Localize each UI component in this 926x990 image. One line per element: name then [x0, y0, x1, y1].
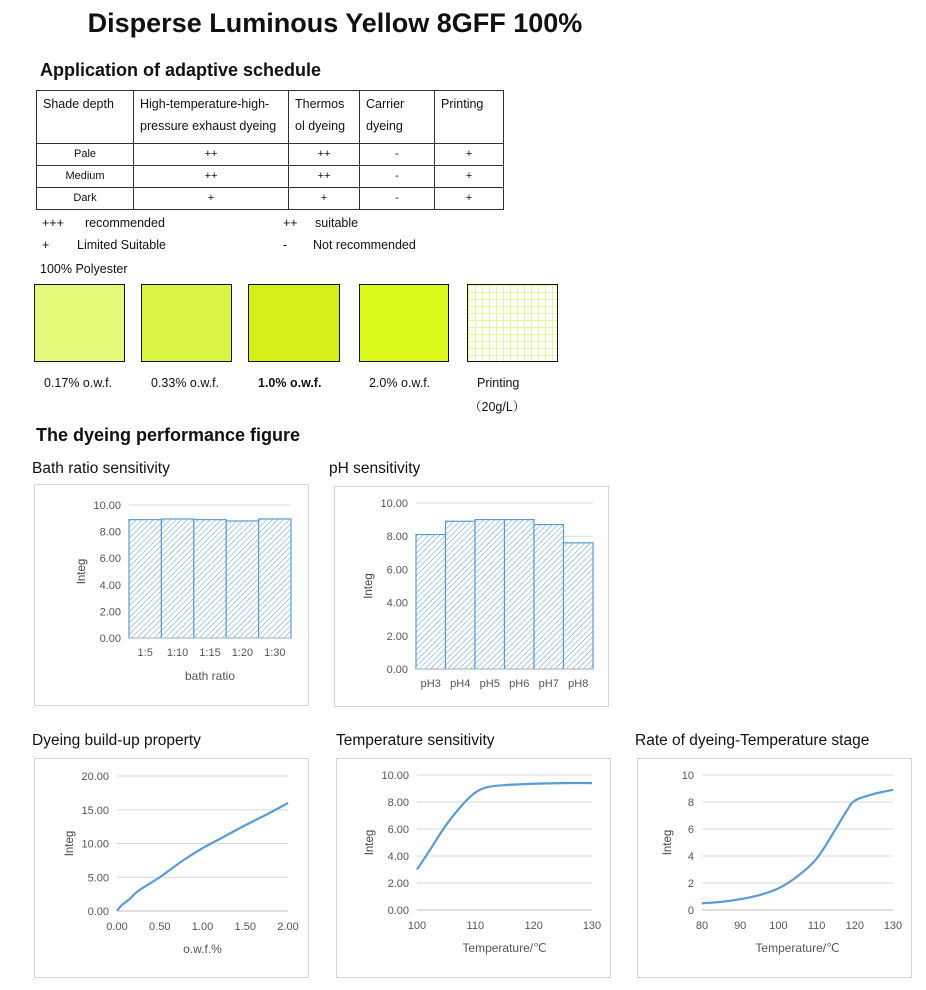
y-tick-label: 0.00 — [99, 633, 121, 645]
swatch-label: 1.0% o.w.f. — [258, 376, 322, 390]
y-tick-label: 0.00 — [386, 664, 408, 676]
performance-heading: The dyeing performance figure — [36, 425, 301, 445]
x-tick-label: pH5 — [479, 678, 500, 690]
header-cell: Carrier dyeing — [360, 91, 435, 144]
swatch-label: 2.0% o.w.f. — [369, 376, 431, 390]
table-row — [37, 188, 504, 210]
chart-title: Bath ratio sensitivity — [32, 460, 170, 477]
x-tick-label: 1:20 — [231, 647, 254, 659]
table-cell: ++ — [289, 144, 360, 166]
x-tick-label: 1.50 — [234, 921, 256, 933]
y-tick-label: 0.00 — [87, 906, 109, 918]
schedule-header-row — [37, 91, 504, 144]
y-tick-label: 15.00 — [81, 804, 109, 817]
y-tick-label: 6.00 — [387, 824, 409, 836]
x-tick-label: 1:10 — [166, 647, 189, 659]
y-tick-label: 20.00 — [81, 771, 109, 783]
x-tick-label: 0.50 — [149, 921, 171, 933]
header-cell: High-temperature-high- pressure exhaust dyeing — [134, 91, 289, 144]
table-cell: Pale — [37, 144, 134, 166]
chart-title: Dyeing build-up property — [32, 732, 201, 749]
color-swatch — [34, 284, 125, 362]
series-line — [417, 783, 592, 869]
legend-text: Not recommended — [313, 238, 416, 252]
x-tick-label: 80 — [695, 920, 709, 932]
bar — [505, 520, 535, 669]
table-cell: + — [289, 188, 360, 210]
x-axis-label: o.w.f.% — [183, 942, 222, 956]
x-tick-label: 110 — [466, 920, 485, 932]
chart-title: Temperature sensitivity — [336, 732, 495, 749]
bar — [259, 519, 291, 638]
legend-text: recommended — [85, 216, 165, 230]
x-tick-label: pH6 — [509, 678, 530, 690]
y-tick-label: 8 — [687, 797, 694, 809]
bar — [446, 521, 476, 669]
y-tick-label: 4.00 — [99, 579, 121, 592]
y-axis-label: Integ — [76, 558, 88, 585]
legend-text: Limited Suitable — [77, 238, 166, 252]
y-tick-label: 4.00 — [386, 597, 408, 610]
table-row — [37, 166, 504, 188]
x-tick-label: 1:5 — [137, 647, 153, 659]
printing-swatch — [467, 284, 558, 362]
swatch-label: 0.17% o.w.f. — [44, 376, 113, 390]
schedule-heading: Application of adaptive schedule — [40, 60, 322, 80]
x-axis-label: Temperature/℃ — [755, 941, 840, 955]
x-tick-label: pH4 — [450, 678, 471, 690]
y-axis-label: Integ — [363, 573, 375, 599]
y-axis-label: Integ — [364, 829, 376, 856]
x-tick-label: pH8 — [568, 678, 589, 690]
y-tick-label: 2.00 — [387, 878, 409, 890]
page-title: Disperse Luminous Yellow 8GFF 100% — [87, 8, 583, 38]
bar — [161, 519, 193, 638]
bar — [475, 520, 505, 669]
y-tick-label: 4 — [687, 851, 694, 863]
legend-text: suitable — [315, 216, 359, 230]
bar — [194, 520, 226, 638]
substrate-label: 100% Polyester — [40, 262, 128, 276]
table-cell: ++ — [134, 166, 289, 188]
header-cell: Printing — [435, 91, 504, 144]
x-tick-label: pH3 — [420, 678, 441, 690]
table-cell: ++ — [134, 144, 289, 166]
swatch-label: 0.33% o.w.f. — [151, 376, 220, 390]
bar — [416, 535, 446, 669]
x-axis-label: Temperature/℃ — [462, 941, 547, 955]
y-tick-label: 2 — [687, 878, 694, 890]
y-tick-label: 5.00 — [87, 872, 109, 885]
x-axis-label: bath ratio — [184, 669, 236, 683]
x-tick-label: 1:15 — [199, 647, 221, 659]
chart-title: pH sensitivity — [329, 460, 421, 477]
bath-ratio-chart — [34, 484, 309, 706]
color-swatch — [248, 284, 340, 362]
y-tick-label: 10.00 — [93, 500, 121, 512]
table-cell: ++ — [289, 166, 360, 188]
table-cell: + — [435, 188, 504, 210]
x-tick-label: 1.00 — [191, 921, 214, 933]
y-tick-label: 0.00 — [387, 905, 409, 917]
bar — [129, 520, 161, 638]
y-axis-label: Integ — [662, 829, 674, 856]
y-tick-label: 6.00 — [386, 564, 408, 577]
x-tick-label: 1:30 — [264, 647, 286, 659]
y-tick-label: 10.00 — [81, 838, 109, 851]
table-cell: - — [360, 144, 435, 166]
table-cell: - — [360, 166, 435, 188]
table-cell: Dark — [37, 188, 134, 210]
y-tick-label: 6 — [687, 824, 694, 836]
y-tick-label: 2.00 — [99, 606, 121, 619]
x-tick-label: 90 — [734, 920, 747, 932]
y-tick-label: 8.00 — [387, 797, 409, 809]
table-cell: + — [435, 166, 504, 188]
x-tick-label: 100 — [769, 920, 788, 932]
y-tick-label: 10.00 — [381, 770, 409, 782]
y-tick-label: 6.00 — [99, 553, 121, 566]
y-tick-label: 10.00 — [380, 498, 408, 510]
chart-title: Rate of dyeing-Temperature stage — [635, 732, 870, 749]
x-tick-label: 110 — [807, 920, 826, 932]
header-cell: Thermos ol dyeing — [289, 91, 360, 144]
legend-symbol: ++ — [283, 216, 298, 230]
color-swatch — [359, 284, 449, 362]
temperature-chart — [336, 758, 611, 978]
y-tick-label: 4.00 — [387, 851, 409, 863]
legend-symbol: - — [283, 238, 288, 252]
x-tick-label: 100 — [407, 920, 427, 932]
color-swatch — [141, 284, 232, 362]
x-tick-label: 130 — [582, 920, 602, 932]
ph-chart — [334, 486, 609, 707]
table-cell: + — [435, 144, 504, 166]
table-cell: Medium — [37, 166, 134, 188]
y-tick-label: 8.00 — [99, 526, 121, 539]
schedule-table — [36, 90, 504, 210]
y-tick-label: 2.00 — [386, 630, 408, 643]
table-cell: - — [360, 188, 435, 210]
x-tick-label: 120 — [524, 920, 543, 932]
bar — [226, 521, 258, 638]
bar — [534, 525, 564, 669]
y-tick-label: 0 — [687, 905, 694, 917]
y-axis-label: Integ — [64, 830, 76, 857]
legend-symbol: + — [42, 238, 50, 252]
series-line — [702, 790, 893, 903]
buildup-chart — [34, 758, 309, 978]
legend-symbol: +++ — [42, 216, 64, 230]
x-tick-label: 0.00 — [106, 921, 128, 933]
header-cell: Shade depth — [37, 91, 134, 144]
y-tick-label: 8.00 — [386, 531, 408, 544]
swatch-label: Printing — [477, 376, 520, 390]
series-line — [117, 803, 288, 911]
x-tick-label: 2.00 — [277, 921, 299, 933]
bar — [564, 543, 594, 669]
y-tick-label: 10 — [681, 770, 694, 782]
x-tick-label: 130 — [883, 920, 903, 932]
table-row — [37, 144, 504, 166]
swatch-label-sub: （20g/L） — [469, 400, 526, 414]
x-tick-label: pH7 — [538, 678, 559, 690]
table-cell: + — [134, 188, 289, 210]
x-tick-label: 120 — [845, 920, 864, 932]
rate-of-dyeing-chart — [637, 758, 912, 978]
